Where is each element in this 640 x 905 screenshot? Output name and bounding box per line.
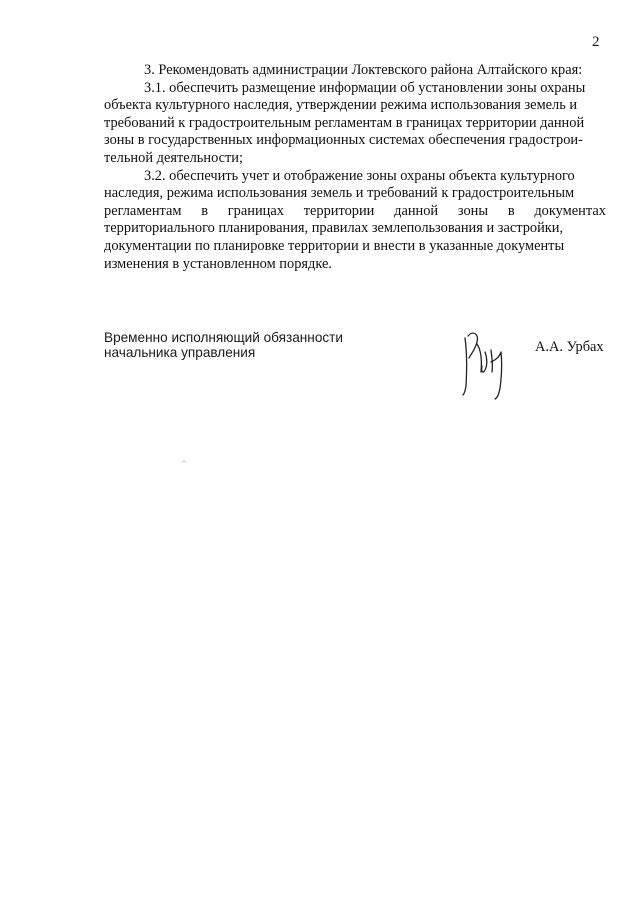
text-line: 3.1. обеспечить размещение информации об установлении зоны охраны [144, 79, 586, 96]
handwritten-signature [455, 328, 517, 400]
item-3-2-paragraph [104, 168, 606, 274]
text-word: данной [394, 202, 439, 219]
text-line: изменения в установленном порядке. [104, 255, 332, 272]
item-3-heading: 3. Рекомендовать администрации Локтевского района Алтайского края: [144, 62, 583, 78]
position-line-1: Временно исполняющий обязанности [104, 330, 343, 345]
scan-speck [183, 461, 185, 462]
text-word: регламентам [104, 202, 182, 219]
text-word: в [507, 202, 515, 219]
text-line: территориального планирования, правилах землепользования и застройки, [104, 220, 564, 237]
position-line-2: начальника управления [104, 345, 256, 360]
page-number: 2 [592, 34, 600, 50]
text-line [104, 203, 606, 221]
signatory-position [104, 330, 343, 360]
text-line: требований к градостроительным регламентам в границах территории данной [104, 114, 585, 131]
text-line: зоны в государственных информационных системах обеспечения градострои- [104, 132, 583, 149]
text-word: зоны [457, 202, 489, 219]
text-line: тельной деятельности; [104, 149, 243, 166]
signatory-name: А.А. Урбах [535, 339, 604, 355]
document-body [104, 62, 606, 273]
item-3-1-paragraph [104, 80, 606, 168]
text-line: 3.2. обеспечить учет и отображение зоны охраны объекта культурного [144, 167, 575, 184]
text-line: наследия, режима использования земель и требований к градостроительным [104, 185, 575, 202]
text-word: территории [303, 202, 375, 219]
text-line: документации по планировке территории и внести в указанные документы [104, 237, 565, 254]
text-line: объекта культурного наследия, утверждении режима использования земель и [104, 97, 578, 114]
text-word: границах [227, 202, 284, 219]
text-word: в [201, 202, 209, 219]
text-word: документах [534, 202, 606, 219]
